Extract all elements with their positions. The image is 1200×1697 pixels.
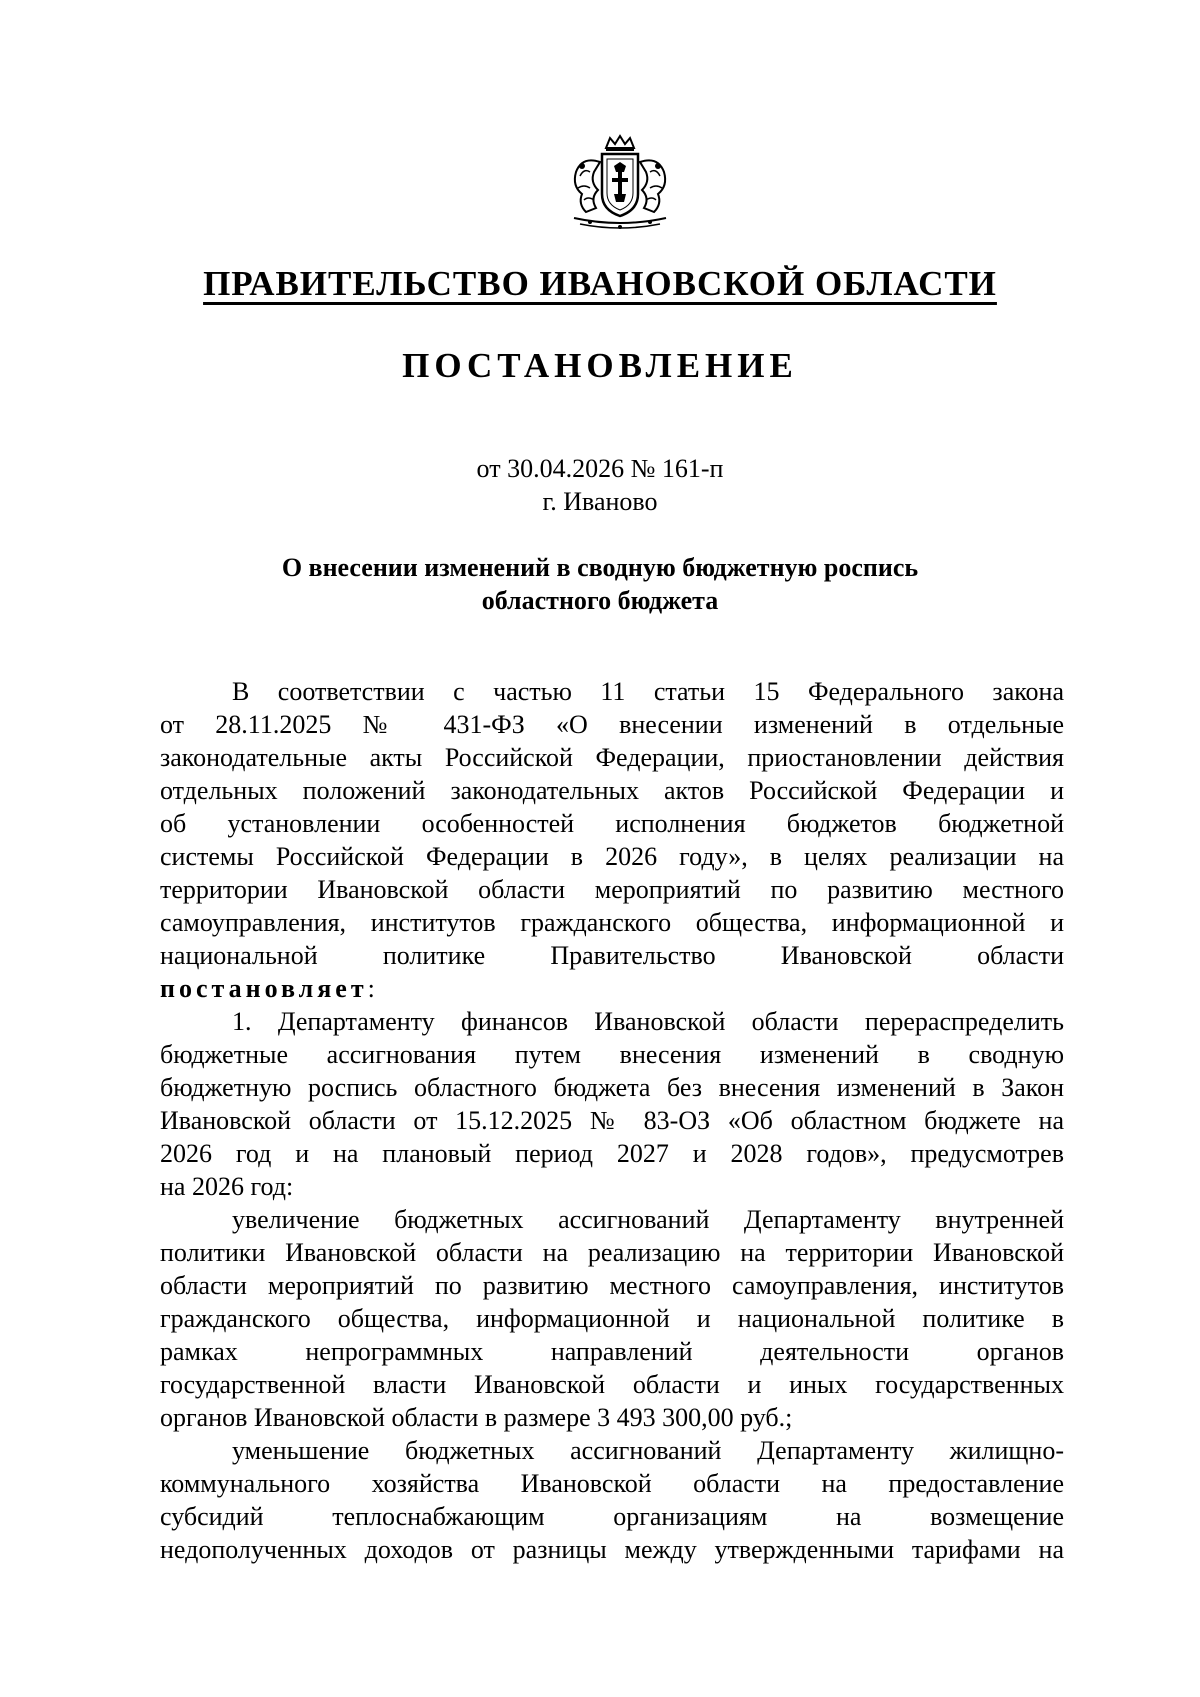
body-line: области мероприятий по развитию местного самоуправления, институтов [160, 1271, 1064, 1300]
organization-title [0, 262, 1200, 306]
body-line: системы Российской Федерации в 2026 году», в целях реализации на [160, 842, 1064, 871]
body-line: рамках непрограммных направлений деятельности органов [160, 1337, 1064, 1366]
subject-line-1: О внесении изменений в сводную бюджетную роспись [281, 553, 919, 582]
subject-line-2: областного бюджета [481, 586, 719, 615]
clause-1-line: 1. Департаменту финансов Ивановской области перераспределить [232, 1007, 1064, 1036]
body-line: недополученных доходов от разницы между утвержденными тарифами на [160, 1535, 1064, 1564]
body-line: национальной политике Правительство Ивановской области [160, 941, 1064, 970]
decree-word: постановляет [160, 974, 368, 1003]
body-line: В соответствии с частью 11 статьи 15 Федерального закона [232, 677, 1064, 706]
body-line: об установлении особенностей исполнения бюджетов бюджетной [160, 809, 1064, 838]
city: г. Иваново [542, 487, 658, 516]
body-line: бюджетную роспись областного бюджета без внесения изменений в Закон [160, 1073, 1064, 1102]
body-line: территории Ивановской области мероприятий по развитию местного [160, 875, 1064, 904]
body-line: отдельных положений законодательных актов Российской Федерации и [160, 776, 1064, 805]
document-meta [0, 452, 1200, 518]
body-line: уменьшение бюджетных ассигнований Департаменту жилищно- [232, 1436, 1064, 1465]
body-line: органов Ивановской области в размере 3 493 300,00 руб.; [160, 1403, 793, 1432]
body-line: самоуправления, институтов гражданского общества, информационной и [160, 908, 1064, 937]
body-line: государственной власти Ивановской области и иных государственных [160, 1370, 1064, 1399]
organization-title-text: ПРАВИТЕЛЬСТВО ИВАНОВСКОЙ ОБЛАСТИ [203, 264, 997, 303]
body-line: от 28.11.2025 № 431-ФЗ «О внесении изменений в отдельные [160, 710, 1064, 739]
body-line: Ивановской области от 15.12.2025 № 83-ОЗ «Об областном бюджете на [160, 1106, 1064, 1135]
date-and-number: от 30.04.2026 № 161-п [476, 454, 724, 483]
decree-colon: : [367, 974, 375, 1003]
body-line: законодательные акты Российской Федерации, приостановлении действия [160, 743, 1064, 772]
body-line: увеличение бюджетных ассигнований Департаменту внутренней [232, 1205, 1064, 1234]
coat-of-arms-emblem [560, 132, 680, 232]
document-type: ПОСТАНОВЛЕНИЕ [402, 346, 798, 385]
body-line: коммунального хозяйства Ивановской области на предоставление [160, 1469, 1064, 1498]
body-line: бюджетные ассигнования путем внесения изменений в сводную [160, 1040, 1064, 1069]
body-line: субсидий теплоснабжающим организациям на возмещение [160, 1502, 1064, 1531]
body-line: гражданского общества, информационной и национальной политике в [160, 1304, 1064, 1333]
document-subject [0, 551, 1200, 617]
decree-word-line [160, 972, 1064, 1005]
body-line: на 2026 год: [160, 1172, 294, 1201]
body-line: политики Ивановской области на реализацию на территории Ивановской [160, 1238, 1064, 1267]
body-line: 2026 год и на плановый период 2027 и 2028 годов», предусмотрев [160, 1139, 1064, 1168]
document-body [160, 675, 1064, 1566]
